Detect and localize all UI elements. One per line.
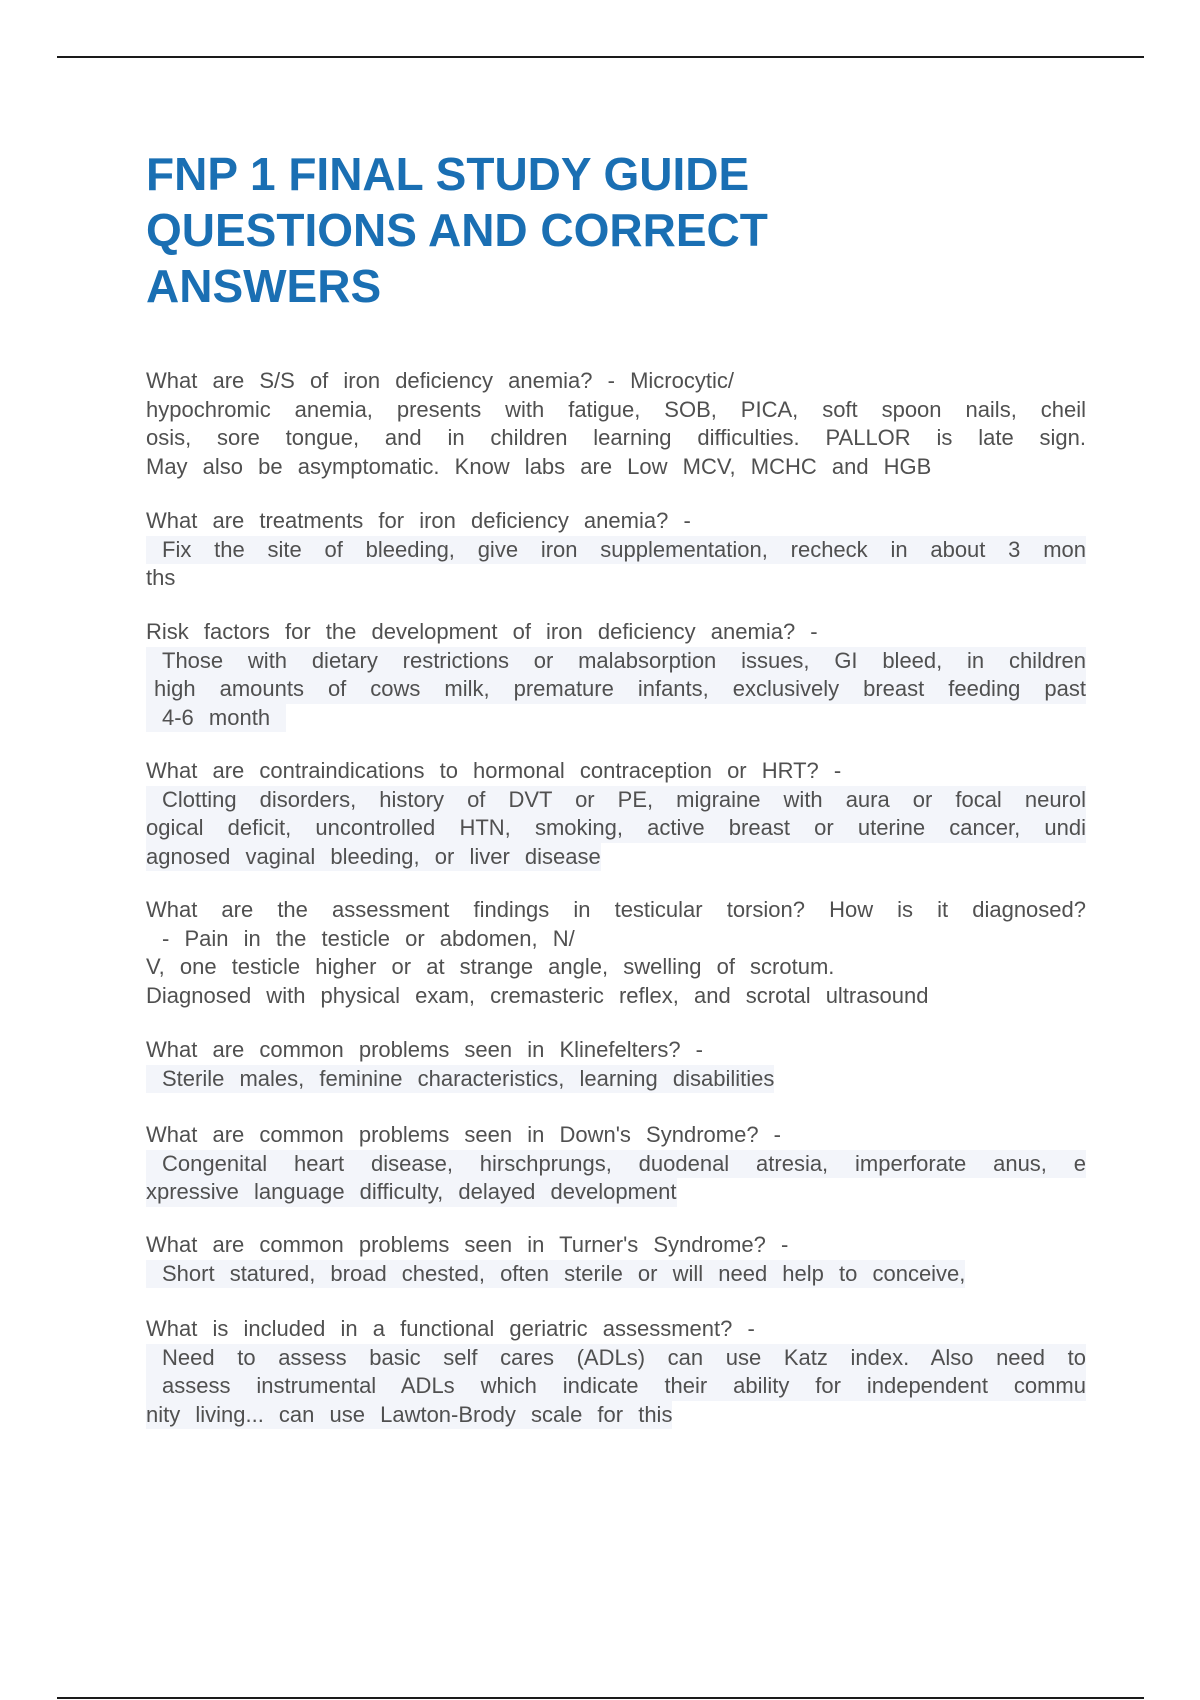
qa-item-downs-syndrome [146, 1121, 1086, 1207]
answer-line: osis, sore tongue, and in children learning difficulties. PALLOR is late sign. [146, 425, 1086, 450]
answer-line: ogical deficit, uncontrolled HTN, smoking, active breast or uterine cancer, undi [146, 814, 1086, 843]
qa-item-contraception-contraindications [146, 757, 1086, 871]
question-line: What are S/S of iron deficiency anemia? - Microcytic/ [146, 368, 734, 393]
answer-line: Short statured, broad chested, often sterile or will need help to conceive, [146, 1260, 965, 1289]
answer-line: nity living... can use Lawton-Brody scale for this [146, 1401, 672, 1430]
answer-line: Sterile males, feminine characteristics, learning disabilities [146, 1065, 774, 1094]
answer-line: xpressive language difficulty, delayed development [146, 1178, 677, 1207]
answer-line: Clotting disorders, history of DVT or PE, migraine with aura or focal neurol [146, 786, 1086, 815]
answer-line: hypochromic anemia, presents with fatigue, SOB, PICA, soft spoon nails, cheil [146, 396, 1086, 422]
answer-line: Fix the site of bleeding, give iron supplementation, recheck in about 3 mon [146, 536, 1086, 565]
qa-item-klinefelters [146, 1036, 1086, 1093]
document-title [146, 146, 966, 314]
answer-line: assess instrumental ADLs which indicate their ability for independent commu [146, 1372, 1086, 1401]
question-line: What are treatments for iron deficiency anemia? - [146, 508, 691, 533]
answer-line: agnosed vaginal bleeding, or liver disease [146, 843, 601, 872]
qa-item-iron-deficiency-treatment [146, 507, 1086, 593]
title-line: FNP 1 FINAL STUDY GUIDE [146, 148, 750, 200]
question-line: What are common problems seen in Klinefelters? - [146, 1037, 703, 1062]
question-line: What is included in a functional geriatric assessment? - [146, 1316, 755, 1341]
qa-item-iron-deficiency-risk-factors [146, 618, 1086, 732]
qa-item-geriatric-assessment [146, 1315, 1086, 1429]
answer-line: V, one testicle higher or at strange angle, swelling of scrotum. [146, 954, 835, 979]
title-line: QUESTIONS AND CORRECT [146, 204, 768, 256]
answer-line: Diagnosed with physical exam, cremasteric reflex, and scrotal ultrasound [146, 982, 929, 1008]
qa-item-testicular-torsion [146, 896, 1086, 1010]
answer-line: Need to assess basic self cares (ADLs) can use Katz index. Also need to [146, 1344, 1086, 1373]
answer-line: May also be asymptomatic. Know labs are Low MCV, MCHC and HGB [146, 453, 932, 479]
answer-line: high amounts of cows milk, premature infants, exclusively breast feeding past [146, 675, 1086, 704]
question-line: Risk factors for the development of iron deficiency anemia? - [146, 619, 818, 644]
answer-line: Congenital heart disease, hirschprungs, duodenal atresia, imperforate anus, e [146, 1150, 1086, 1179]
answer-line: Those with dietary restrictions or malabsorption issues, GI bleed, in children [146, 647, 1086, 676]
answer-line: ths [146, 565, 176, 590]
title-line: ANSWERS [146, 260, 382, 312]
answer-line: 4-6 month [146, 704, 286, 733]
question-line: What are the assessment findings in testicular torsion? How is it diagnosed? [146, 897, 1086, 922]
qa-item-iron-deficiency-signs [146, 367, 1086, 481]
qa-item-turners-syndrome [146, 1231, 1086, 1288]
answer-line: - Pain in the testicle or abdomen, N/ [162, 925, 575, 951]
question-line: What are common problems seen in Down's Syndrome? - [146, 1122, 781, 1147]
question-line: What are contraindications to hormonal contraception or HRT? - [146, 758, 842, 783]
top-rule [57, 56, 1144, 58]
bottom-rule [57, 1697, 1144, 1699]
question-line: What are common problems seen in Turner's Syndrome? - [146, 1232, 789, 1257]
